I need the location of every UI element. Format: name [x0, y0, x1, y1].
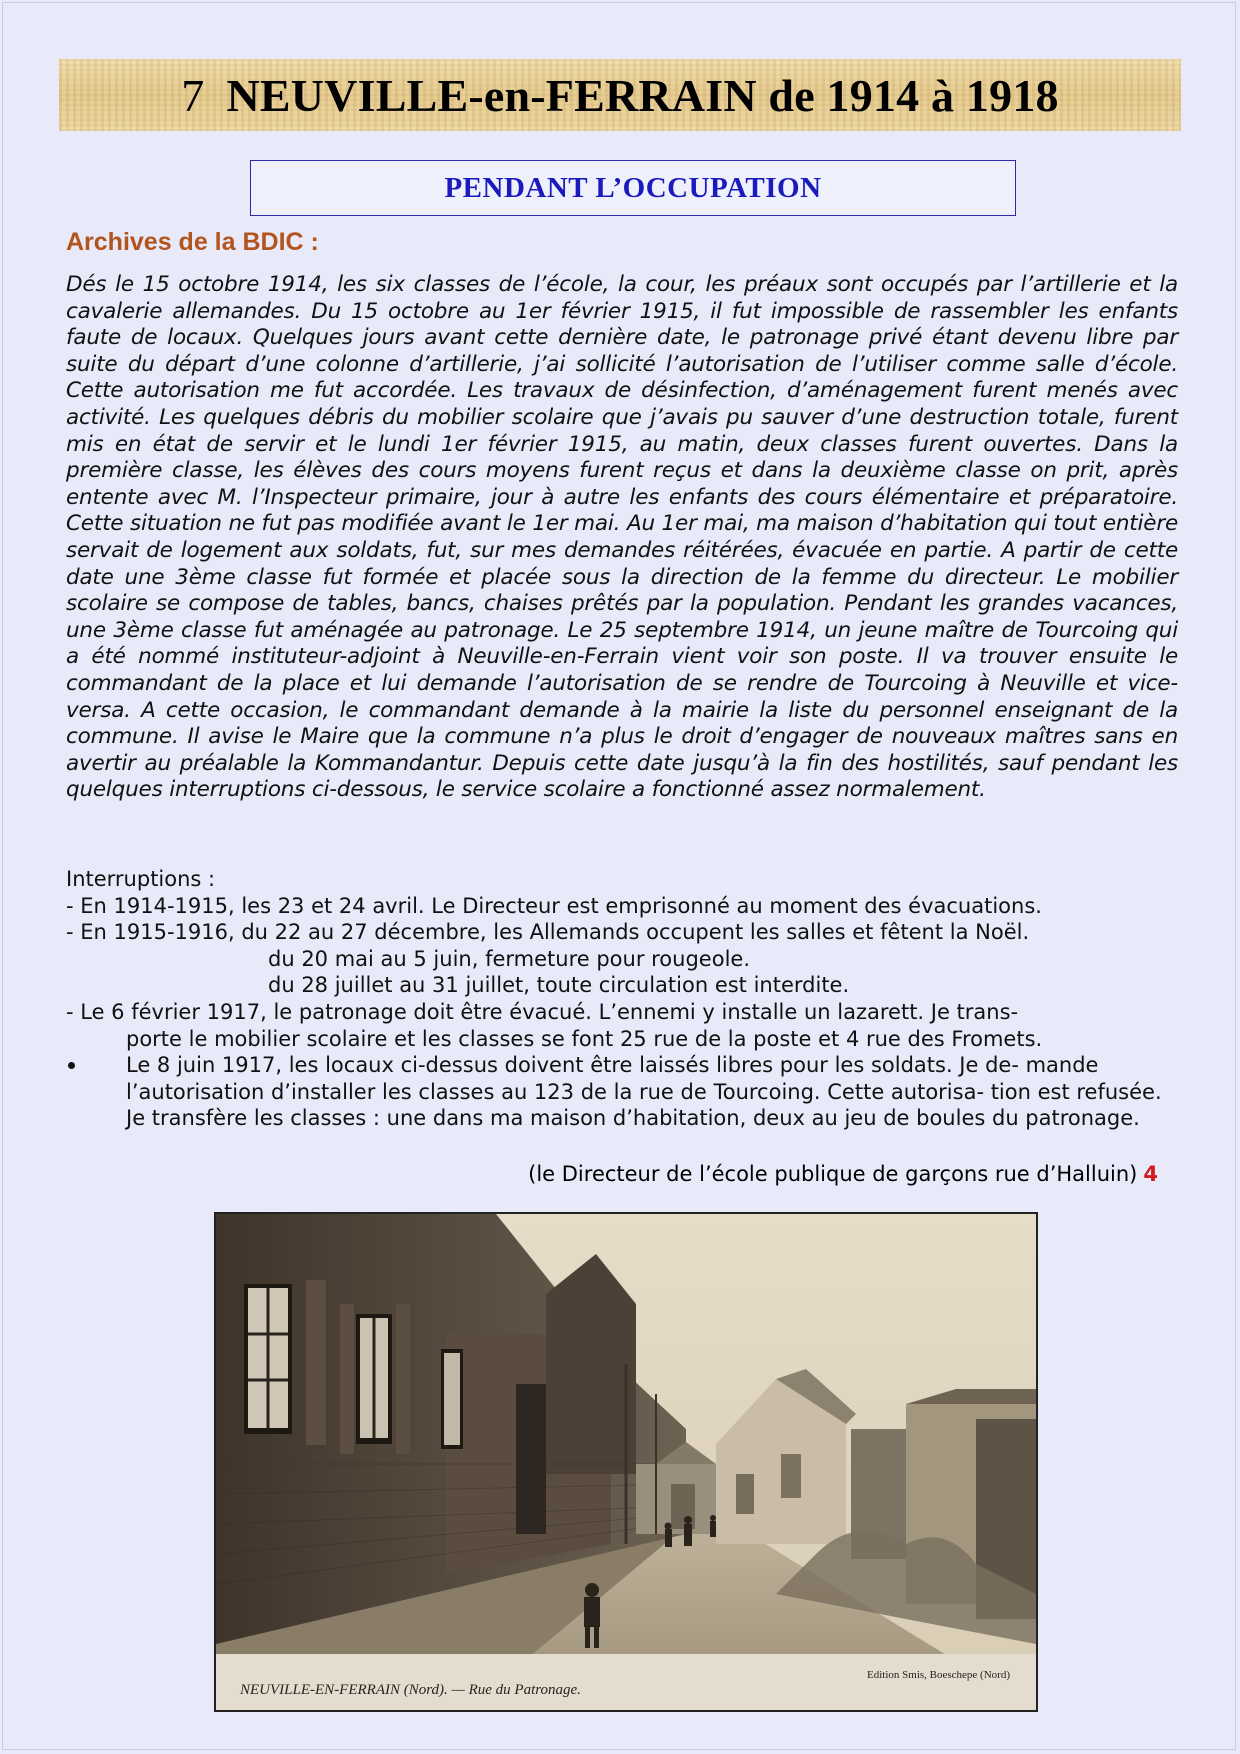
signature: [66, 1162, 1158, 1186]
subtitle-box: [250, 160, 1016, 216]
interruptions-label: Interruptions :: [66, 867, 216, 891]
chapter-number: 7: [181, 69, 205, 121]
interruption-line: du 28 juillet au 31 juillet, toute circulation est interdite.: [268, 973, 850, 998]
signature-text: (le Directeur de l’école publique de garçons rue d’Halluin): [528, 1162, 1138, 1186]
title-banner: [59, 59, 1181, 131]
postcard-photo: [214, 1212, 1038, 1712]
page-title: [181, 69, 1059, 122]
bullet-icon: [68, 1062, 75, 1069]
section-heading: Archives de la BDIC :: [66, 228, 319, 256]
archive-text: Dés le 15 octobre 1914, les six classes de l’école, la cour, les préaux sont occupés par l’artillerie et la cavalerie allemandes. Du 15 octobre au 1er février 1915, il fut impossible de rassembler les enfants faute de locaux. Quelques jours avant cette dernière date, le patronage privé étant devenu libre par suite du départ d’une colonne d’artillerie, j’ai sollicité l’autorisation de l’utiliser comme salle d’école. Cette autorisation me fut accordée. Les travaux de désinfection, d’aménagement furent menés avec activité. Les quelques débris du mobilier scolaire que j’avais pu sauver d’une destruction totale, furent mis en état de servir et le lundi 1er février 1915, au matin, deux classes furent ouvertes. Dans la première classe, les élèves des cours moyens furent reçus et dans la deuxième classe on prit, après entente avec M. l’Inspecteur primaire, jour à autre les enfants des cours élémentaire et préparatoire. Cette situation ne fut pas modifiée avant le 1er mai. Au 1er mai, ma maison d’habitation qui tout entière servait de logement aux soldats, fut, sur mes demandes réitérées, évacuée en partie. A partir de cette date une 3ème classe fut formée et placée sous la direction de la femme du directeur. Le mobilier scolaire se compose de tables, bancs, chaises prêtés par la population. Pendant les grandes vacances, une 3ème classe fut aménagée au patronage. Le 25 septembre 1914, un jeune maître de Tourcoing qui a été nommé instituteur-adjoint à Neuville-en-Ferrain vient voir son poste. Il va trouver ensuite le commandant de la place et lui demande l’autorisation de se rendre de Tourcoing à Neuville et vice-versa. A cette occasion, le commandant demande à la mairie la liste du personnel enseignant de la commune. Il avise le Maire que la commune n’a plus le droit d’engager de nouveaux maîtres sans en avertir au préalable la Kommandantur. Depuis cette date jusqu’à la fin des hostilités, sauf pendant les quelques interruptions ci-dessous, le service scolaire a fonctionné assez normalement.: [66, 272, 1178, 803]
bullet-item: [66, 1052, 1178, 1132]
interruption-line: - En 1915-1916, du 22 au 27 décembre, les Allemands occupent les salles et fêtent la Noël.: [66, 920, 1030, 945]
photo-caption-right: Edition Smis, Boeschepe (Nord): [867, 1669, 1010, 1681]
interruption-line: porte le mobilier scolaire et les classes se font 25 rue de la poste et 4 rue des Fromets.: [126, 1026, 1043, 1051]
interruption-line: - Le 6 février 1917, le patronage doit être évacué. L’ennemi y installe un lazarett. Je trans-: [66, 999, 1019, 1024]
title-text: NEUVILLE-en-FERRAIN de 1914 à 1918: [226, 69, 1059, 121]
subtitle: PENDANT L’OCCUPATION: [444, 171, 822, 204]
interruptions-block: [66, 866, 1178, 1132]
interruption-line: - En 1914-1915, les 23 et 24 avril. Le Directeur est emprisonné au moment des évacuations.: [66, 893, 1042, 918]
bullet-text: Le 8 juin 1917, les locaux ci-dessus doivent être laissés libres pour les soldats. Je de- mande l’autorisation d’installer les classes au 123 de la rue de Tourcoing. Cette autorisa- tion est refusée. Je transfère les classes : une dans ma maison d’habitation, deux au jeu de boules du patronage.: [126, 1053, 1162, 1131]
photo-caption-left: NEUVILLE-EN-FERRAIN (Nord). — Rue du Patronage.: [240, 1682, 581, 1698]
reference-number: 4: [1143, 1162, 1158, 1186]
street-scene-image: [216, 1214, 1036, 1710]
interruption-line: du 20 mai au 5 juin, fermeture pour rougeole.: [268, 946, 750, 971]
